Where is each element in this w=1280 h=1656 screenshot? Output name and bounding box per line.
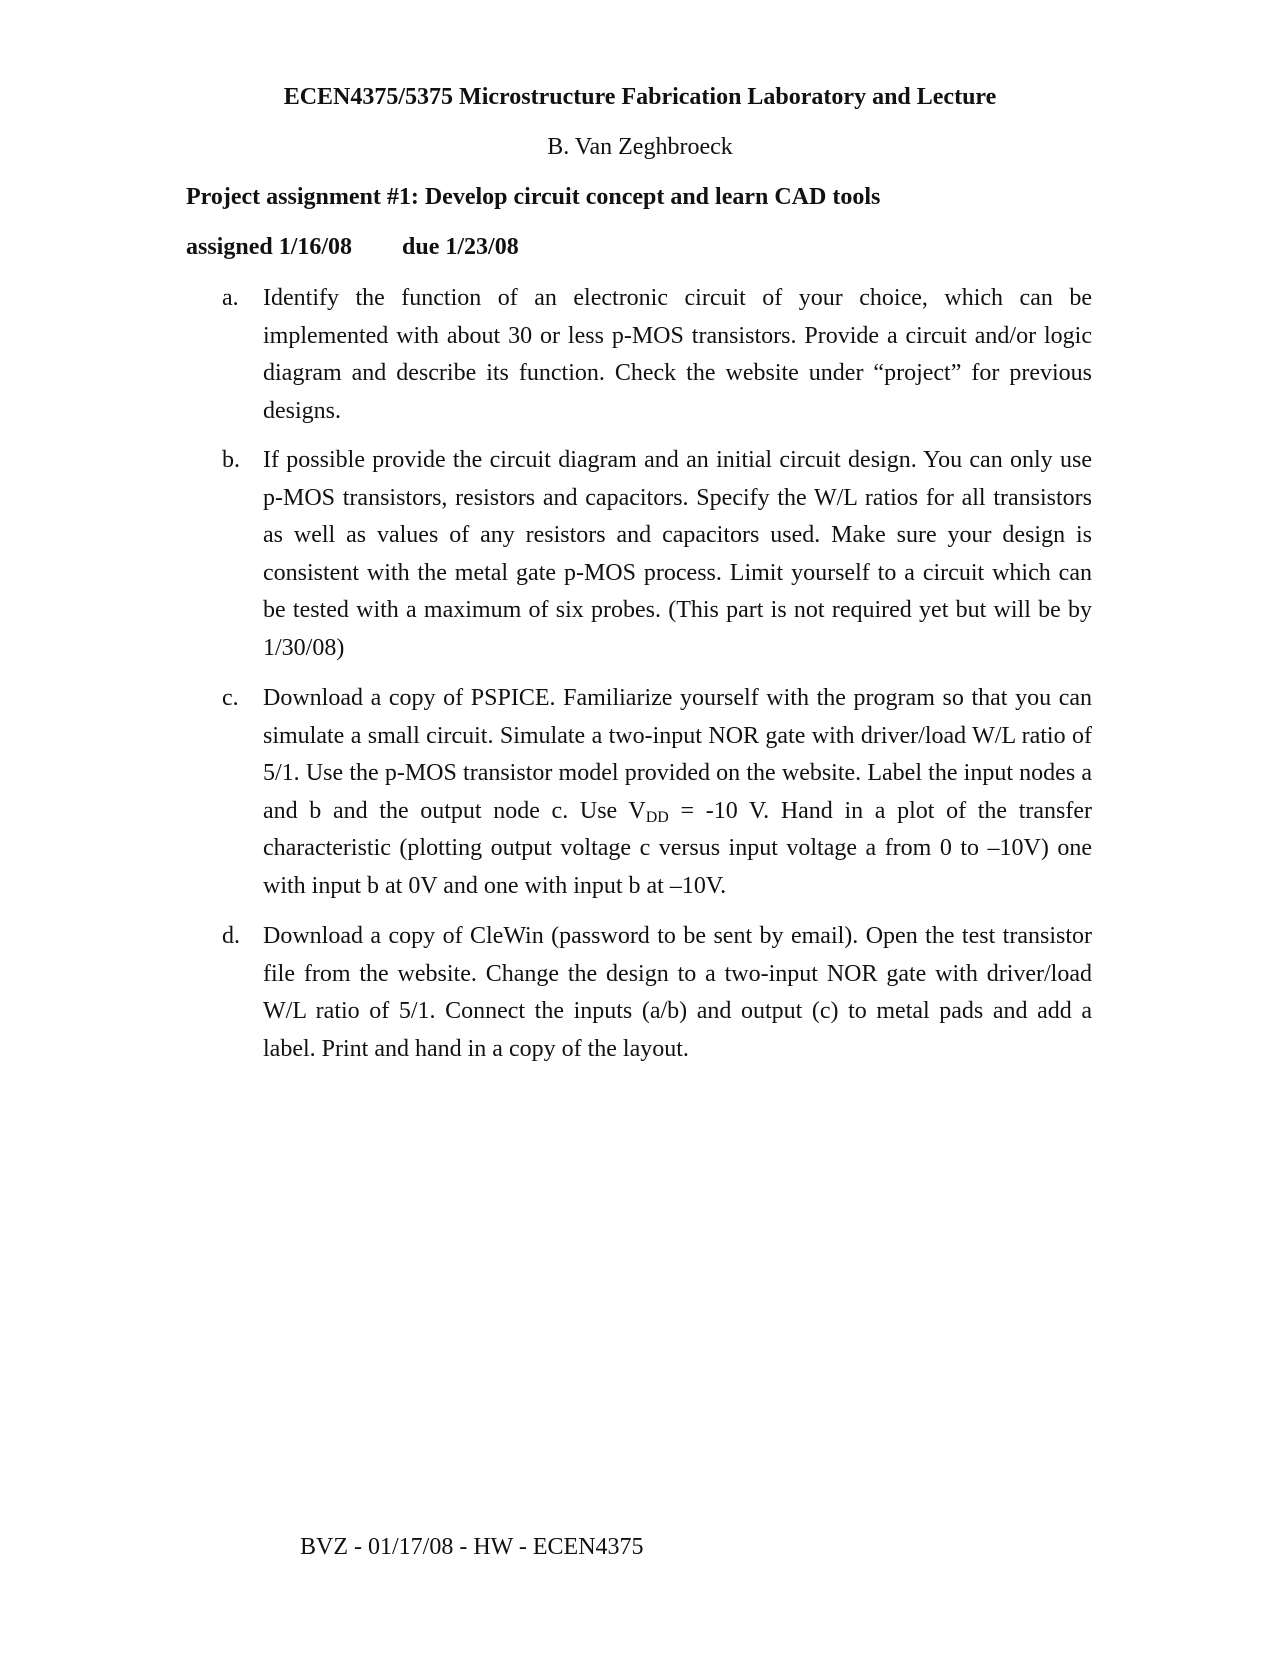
- item-text: Download a copy of CleWin (password to be sent by email). Open the test transistor file from the website. Change the design to a two-input NOR gate with driver/load W/L ratio of 5/1. Connect the inputs (a/b) and output (c) to metal pads and add a label. Print and hand in a copy of the layout.: [263, 923, 1092, 1062]
- item-marker: c.: [222, 685, 239, 711]
- assigned-date: assigned 1/16/08: [186, 234, 353, 260]
- page-footer: BVZ - 01/17/08 - HW - ECEN4375: [300, 1534, 644, 1560]
- item-marker: b.: [222, 447, 240, 473]
- item-text-after-subscript: = -10 V. Hand in a plot of the transfer characteristic (plotting output voltage c versus input voltage a from 0 to –10V) one with input b at 0V and one with input b at –10V.: [263, 797, 1092, 899]
- item-text-before-subscript: Download a copy of PSPICE. Familiarize yourself with the program so that you can simulate a small circuit. Simulate a two-input NOR gate with driver/load W/L ratio of 5/1. Use the p-MOS transistor model provided on the website. Label the input nodes a and b and the output node c. Use V: [263, 685, 1092, 824]
- assignment-item-d: [222, 918, 1092, 1068]
- assignment-item-b: [222, 442, 1092, 667]
- item-marker: d.: [222, 923, 240, 949]
- vdd-subscript: DD: [645, 808, 669, 826]
- assignment-dates: [186, 232, 519, 262]
- item-text: If possible provide the circuit diagram and an initial circuit design. You can only use p-MOS transistors, resistors and capacitors. Specify the W/L ratios for all transistors as well as values of any resistors and capacitors used. Make sure your design is consistent with the metal gate p-MOS process. Limit yourself to a circuit which can be tested with a maximum of six probes. (This part is not required yet but will be by 1/30/08): [263, 447, 1092, 661]
- author-name: B. Van Zeghbroeck: [547, 134, 733, 160]
- course-title: ECEN4375/5375 Microstructure Fabrication Laboratory and Lecture: [283, 84, 997, 110]
- item-text: [263, 680, 1092, 905]
- item-text: Identify the function of an electronic circuit of your choice, which can be implemented with about 30 or less p-MOS transistors. Provide a circuit and/or logic diagram and describe its function. Check the website under “project” for previous designs.: [263, 285, 1092, 424]
- assignment-title: Project assignment #1: Develop circuit concept and learn CAD tools: [186, 184, 881, 210]
- due-date: due 1/23/08: [402, 234, 519, 260]
- item-marker: a.: [222, 285, 239, 311]
- assignment-item-a: [222, 280, 1092, 430]
- assignment-item-c: [222, 680, 1092, 905]
